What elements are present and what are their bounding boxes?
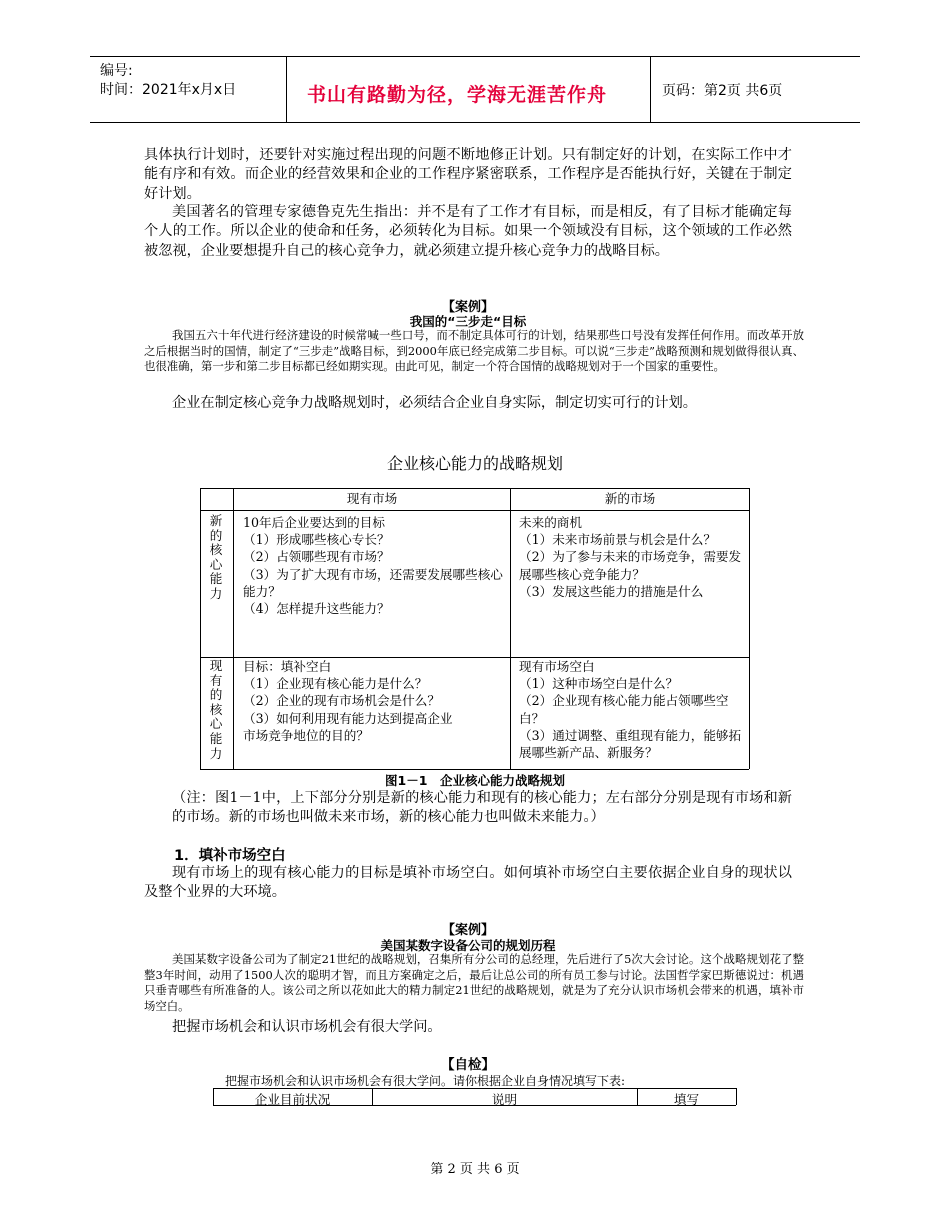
case1-label: 【案例】 <box>441 300 494 315</box>
intro-paragraph-2: 美国著名的管理专家德鲁克先生指出：并不是有了工作才有目标，而是相反，有了目标才能确定每个人的工作。所以企业的使命和任务，必须转化为目标。如果一个领域没有目标，这个领域的工作必然被忽视，企业要想提升自己的核心竞争力，就必须建立提升核心竞争力的战略目标。 <box>144 204 792 259</box>
header-top-rule <box>90 56 860 57</box>
row-label-existing-capability: 现有的核心能力 <box>209 658 223 761</box>
section1-body: 现有市场上的现有核心能力的目标是填补市场空白。如何填补市场空白主要依据企业自身的现状以及整个业界的大环境。 <box>144 865 792 901</box>
case2-title: 美国某数字设备公司的规划历程 <box>380 938 556 953</box>
header-motto: 书山有路勤为径，学海无涯苦作舟 <box>307 84 608 106</box>
case1-title: 我国的“三步走“目标 <box>409 314 527 329</box>
case2-conclusion: 把握市场机会和认识市场机会有很大学问。 <box>172 1019 442 1035</box>
figure-caption: 图1－1 企业核心能力战略规划 <box>385 773 565 788</box>
doc-date: 时间：2021年x月x日 <box>100 82 237 98</box>
selfcheck-col-explanation: 说明 <box>491 1092 518 1107</box>
cell-existing-capability-existing-market: 目标：填补空白 （1）企业现有核心能力是什么？ （2）企业的现有市场机会是什么？ （3）如何利用现有能力达到提高企业市场竞争地位的目的？ <box>243 659 453 743</box>
case1-body: 我国五六十年代进行经济建设的时候常喊一些口号，而不制定具体可行的计划，结果那些口号没有发挥任何作用。而改革开放之后根据当时的国情，制定了“三步走”战略目标，到2000年底已经完成第二步目标。可以说“三步走”战略预测和规划做得很认真、也很准确，第一步和第二步目标都已经如期实现。由此可见，制定一个符合国情的战略规划对于一个国家的重要性。 <box>144 328 804 374</box>
header-page-info: 页码：第2页 共6页 <box>662 83 783 99</box>
cell-new-capability-new-market: 未来的商机 （1）未来市场前景与机会是什么？ （2）为了参与未来的市场竞争，需要发展哪些核心竞争能力？ （3）发展这些能力的措施是什么 <box>519 515 742 599</box>
page-footer: 第 2 页 共 6 页 <box>430 1162 520 1177</box>
case2-body: 美国某数字设备公司为了制定21世纪的战略规划，召集所有分公司的总经理，先后进行了5次大会讨论。这个战略规划花了整整3年时间，动用了1500人次的聪明才智，而且方案确定之后，最后让总公司的所有员工参与讨论。法国哲学家巴斯德说过：机遇只垂青哪些有所准备的人。该公司之所以花如此大的精力制定21世纪的战略规划，就是为了充分认识市场机会带来的机遇，填补市场空白。 <box>144 952 804 1013</box>
selfcheck-col-fill: 填写 <box>673 1092 700 1107</box>
selfcheck-instruction: 把握市场机会和认识市场机会有很大学问。请你根据企业自身情况填写下表: <box>225 1074 626 1088</box>
intro-paragraph-1: 具体执行计划时，还要针对实施过程出现的问题不断地修正计划。只有制定好的计划，在实际工作中才能有序和有效。而企业的经营效果和企业的工作程序紧密联系，工作程序是否能执行好，关键在于制定好计划。 <box>144 147 792 202</box>
row-label-new-capability: 新的核心能力 <box>209 513 223 601</box>
case1-conclusion: 企业在制定核心竞争力战略规划时，必须结合企业自身实际，制定切实可行的计划。 <box>172 395 697 411</box>
figure-note: （注：图1－1中，上下部分分别是新的核心能力和现有的核心能力；左右部分分别是现有市场和新的市场。新的市场也叫做未来市场，新的核心能力也叫做未来能力。） <box>172 790 792 826</box>
matrix-section-title: 企业核心能力的战略规划 <box>386 454 563 473</box>
selfcheck-label: 【自检】 <box>441 1057 495 1073</box>
cell-existing-capability-new-market: 现有市场空白 （1）这种市场空白是什么？ （2）企业现有核心能力能占领哪些空白？ （3）通过调整、重组现有能力，能够拓展哪些新产品、新服务？ <box>519 659 742 761</box>
col-header-new-market: 新的市场 <box>604 491 656 506</box>
section-heading-fill-gap: 1．填补市场空白 <box>174 848 286 864</box>
selfcheck-col-status: 企业目前状况 <box>254 1092 331 1107</box>
header-divider-left <box>286 56 287 123</box>
header-bottom-rule <box>90 122 860 123</box>
doc-number-label: 编号: <box>100 63 133 79</box>
case2-label: 【案例】 <box>441 923 494 938</box>
header-divider-right <box>650 56 651 123</box>
col-header-existing-market: 现有市场 <box>346 491 398 506</box>
cell-new-capability-existing-market: 10年后企业要达到的目标 （1）形成哪些核心专长？ （2）占领哪些现有市场？ （3）为了扩大现有市场，还需要发展哪些核心能力？ （4）怎样提升这些能力？ <box>243 515 503 617</box>
